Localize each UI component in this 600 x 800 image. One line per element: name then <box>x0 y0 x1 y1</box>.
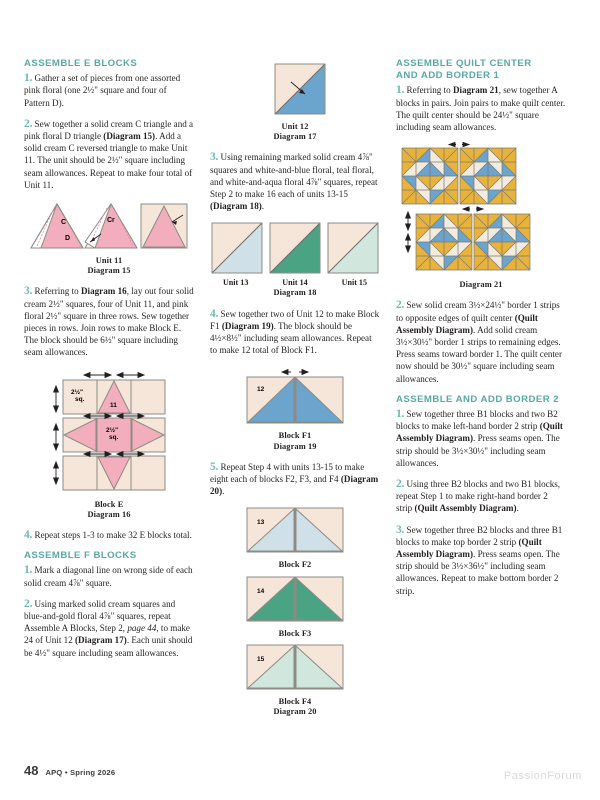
folio-text: APQ • Spring 2026 <box>45 768 116 777</box>
step-number: 2. <box>396 478 405 491</box>
step-number: 2. <box>396 299 405 312</box>
step-b2-2-ref: (Quilt Assembly Diagram) <box>414 503 517 514</box>
step-f-4-ref: (Diagram 19) <box>221 320 274 331</box>
heading-assemble-quilt-center <box>396 58 566 82</box>
step-f-4-text-a: Sew together two of Unit 12 to make Block F1 <box>210 308 380 331</box>
heading-line-2: AND ADD BORDER 1 <box>396 70 500 82</box>
step-e-3-text-a: Referring to <box>34 286 81 297</box>
step-f-5 <box>210 461 380 498</box>
step-f-4 <box>210 308 380 357</box>
heading-assemble-e-blocks: ASSEMBLE E BLOCKS <box>24 58 138 69</box>
diagram-18-svg <box>210 221 380 275</box>
step-b2-3-text-a: Sew together three B2 blocks and three B1 blocks to make top border 2 strip <box>396 524 563 547</box>
unit-13-label: 13 <box>257 519 265 527</box>
step-f-3 <box>210 151 380 212</box>
step-number: 4. <box>210 307 219 320</box>
step-f-2 <box>24 598 194 659</box>
caption-diagram-15-label: Diagram 15 <box>87 266 131 276</box>
step-qc-1-text-c: , sew together A blocks in pairs. Join pairs to make quilt center. The quilt center should be 24½" square including seam allowances. <box>396 85 566 133</box>
step-b2-2-text-a: Using three B2 blocks and two B1 blocks, repeat Step 1 to make right-hand border 2 strip <box>396 479 561 514</box>
step-e-3-ref: Diagram 16 <box>80 286 127 297</box>
step-b2-2 <box>396 478 566 515</box>
step-f-5-text-a: Repeat Step 4 with units 13-15 to make eight each of blocks F2, F3, and F4 <box>210 461 365 485</box>
labels-diagram-18 <box>210 278 380 287</box>
step-f-2-page-ref: page 44 <box>127 623 157 634</box>
caption-diagram-16-label: Diagram 16 <box>87 509 131 519</box>
block-f3-svg <box>213 575 377 625</box>
unit-14-label: 14 <box>257 587 265 595</box>
step-e-2-text-c: . Add a solid cream C reversed triangle to make Unit 11. The unit should be 2½" square including seam allowances. Repeat to make four total of Unit 11. <box>24 131 193 190</box>
step-f-2-text-e: . Each unit should be 4½" square including seam allowances. <box>24 635 193 658</box>
step-number: 1. <box>24 72 33 85</box>
caption-diagram-18: Diagram 18 <box>273 288 317 298</box>
step-qc-2-ref: (Quilt Assembly Diagram) <box>396 312 538 335</box>
step-number: 1. <box>396 408 405 421</box>
svg-text:sq.: sq. <box>75 395 85 403</box>
label-unit-13: Unit 13 <box>222 278 249 288</box>
step-f-2-text-c: , to make 24 of Unit 12 <box>24 623 190 646</box>
step-b2-1-text-c: . Press seams open. The strip should be 3½×30½" including seam allowances. <box>396 433 560 468</box>
page-footer <box>24 763 115 778</box>
svg-text:sq.: sq. <box>109 433 119 441</box>
block-f4-svg <box>213 643 377 693</box>
column-right <box>396 58 566 748</box>
step-number: 4. <box>24 529 33 542</box>
step-b2-1-ref: (Quilt Assembly Diagram) <box>396 421 563 444</box>
step-f-3-text-c: . <box>261 201 265 212</box>
watermark: PassionForum <box>503 770 582 782</box>
step-f-5-ref: (Diagram 20) <box>210 474 379 497</box>
step-b2-1-text-a: Sew together three B1 blocks and two B2 blocks to make left-hand border 2 strip <box>396 409 558 432</box>
block-f2-svg <box>213 506 377 556</box>
step-number: 5. <box>210 460 219 473</box>
step-f-3-ref: (Diagram 18) <box>210 201 262 212</box>
figure-block-f4 <box>210 643 380 693</box>
caption-diagram-16 <box>24 500 194 520</box>
step-qc-1 <box>396 84 566 133</box>
step-number: 2. <box>24 597 33 610</box>
step-b2-3 <box>396 524 566 597</box>
step-number: 1. <box>396 84 405 97</box>
step-number: 3. <box>396 523 405 536</box>
figure-diagram-21 <box>396 142 566 277</box>
step-e-4-text: Repeat steps 1-3 to make 32 E blocks total. <box>34 530 192 541</box>
step-qc-2-text-a: Sew solid cream 3½×24½" border 1 strips to opposite edges of quilt center <box>396 300 560 323</box>
unit-15-label: 15 <box>257 655 265 663</box>
diagram-16-svg <box>27 368 191 496</box>
caption-unit-11: Unit 11 <box>95 256 123 266</box>
caption-diagram-15 <box>24 256 194 276</box>
svg-text:C: C <box>61 219 67 227</box>
step-qc-1-text-a: Referring to <box>406 85 453 96</box>
label-unit-14: Unit 14 <box>282 278 308 288</box>
step-e-3 <box>24 285 194 358</box>
step-b2-3-text-c: . Press seams open. The strip should be 3½×36½" including seam allowances. Repeat to make bottom border 2 strip. <box>396 549 560 596</box>
step-qc-2 <box>396 299 566 384</box>
step-e-2 <box>24 118 194 191</box>
figure-diagram-15 <box>24 200 194 252</box>
caption-diagram-19 <box>210 431 380 451</box>
step-e-3-text-c: , lay out four solid cream 2½" squares, four of Unit 11, and pink floral 2½" square in three rows. Sew together pieces in rows. Join rows to make Block E. The block should be 6½" square including seam allowances. <box>24 286 194 358</box>
step-f-3-text-a: Using remaining marked solid cream 4⅞" squares and white-and-blue floral, teal floral, and white-and-aqua floral 4⅞" squares, repeat Step 2 to make 16 each of units 13-15 <box>210 152 378 200</box>
figure-diagram-17 <box>210 60 380 118</box>
diagram-21-svg <box>396 142 566 277</box>
diagram-15-svg <box>27 200 191 252</box>
caption-diagram-17-label: Diagram 17 <box>273 132 317 142</box>
caption-block-f3: Block F3 <box>278 628 312 638</box>
step-qc-2-text-c: . Add solid cream 3½×30½" border 1 strips to remaining edges. Press seams toward border 1. The quilt center now should be 30½" square including seam allowances. <box>396 324 563 384</box>
caption-block-f2: Block F2 <box>278 560 312 570</box>
step-f-2-ref: (Diagram 17) <box>75 635 127 646</box>
caption-block-e: Block E <box>94 499 124 509</box>
step-b2-3-ref: (Quilt Assembly Diagram) <box>396 536 542 560</box>
step-f-5-text-c: . <box>222 486 225 497</box>
caption-block-f1: Block F1 <box>278 431 312 441</box>
svg-text:2½": 2½" <box>71 388 84 396</box>
svg-text:Cr: Cr <box>107 217 115 225</box>
heading-assemble-f-blocks: ASSEMBLE F BLOCKS <box>24 550 137 562</box>
svg-text:2½": 2½" <box>106 426 119 434</box>
caption-block-f4-name: Block F4 <box>278 696 312 706</box>
step-qc-1-ref: Diagram 21 <box>452 85 499 96</box>
caption-block-f4 <box>210 697 380 717</box>
caption-diagram-21: Diagram 21 <box>459 280 503 290</box>
three-column-layout <box>24 58 576 748</box>
figure-diagram-18 <box>210 221 380 275</box>
step-f-4-text-c: . The block should be 4½×8½" including seam allowances. Repeat to make 12 total of Block F1. <box>210 320 372 356</box>
diagram-19-svg <box>213 365 377 427</box>
diagram-17-svg <box>213 60 377 118</box>
step-e-4 <box>24 529 194 541</box>
step-number: 3. <box>24 285 33 298</box>
heading-line-1: ASSEMBLE QUILT CENTER <box>396 58 532 69</box>
caption-unit-12: Unit 12 <box>281 122 309 131</box>
step-e-2-ref: (Diagram 15) <box>103 131 156 142</box>
column-middle <box>210 58 380 748</box>
step-number: 2. <box>24 117 33 130</box>
step-b2-1 <box>396 408 566 469</box>
figure-block-f2 <box>210 506 380 556</box>
step-e-1-text: Gather a set of pieces from one assorted pink floral (one 2½" square and four of Pattern D). <box>24 73 181 108</box>
caption-diagram-20-label: Diagram 20 <box>273 707 317 717</box>
figure-diagram-19 <box>210 365 380 427</box>
caption-diagram-17 <box>210 122 380 142</box>
column-left <box>24 58 194 748</box>
step-b2-2-text-c: . <box>516 503 519 514</box>
label-unit-15: Unit 15 <box>341 278 368 288</box>
figure-diagram-16 <box>24 368 194 496</box>
folio-number: 48 <box>24 763 39 778</box>
svg-text:11: 11 <box>110 401 117 409</box>
unit-12-label: 12 <box>257 386 265 394</box>
step-number: 3. <box>210 151 219 164</box>
step-f-2-text-a: Using marked solid cream squares and blue-and-gold floral 4⅞" squares, repeat Assemble A Blocks, Step 2, <box>24 598 176 634</box>
caption-diagram-19-label: Diagram 19 <box>273 441 317 451</box>
step-e-1 <box>24 72 194 109</box>
figure-block-f3 <box>210 575 380 625</box>
step-f-1-text: Mark a diagonal line on wrong side of each solid cream 4⅞" square. <box>24 565 193 588</box>
step-f-1 <box>24 564 194 588</box>
heading-assemble-border-2: ASSEMBLE AND ADD BORDER 2 <box>396 393 559 405</box>
step-number: 1. <box>24 564 33 577</box>
step-e-2-text-a: Sew together a solid cream C triangle and a pink floral D triangle <box>24 118 194 142</box>
svg-text:D: D <box>65 235 71 243</box>
